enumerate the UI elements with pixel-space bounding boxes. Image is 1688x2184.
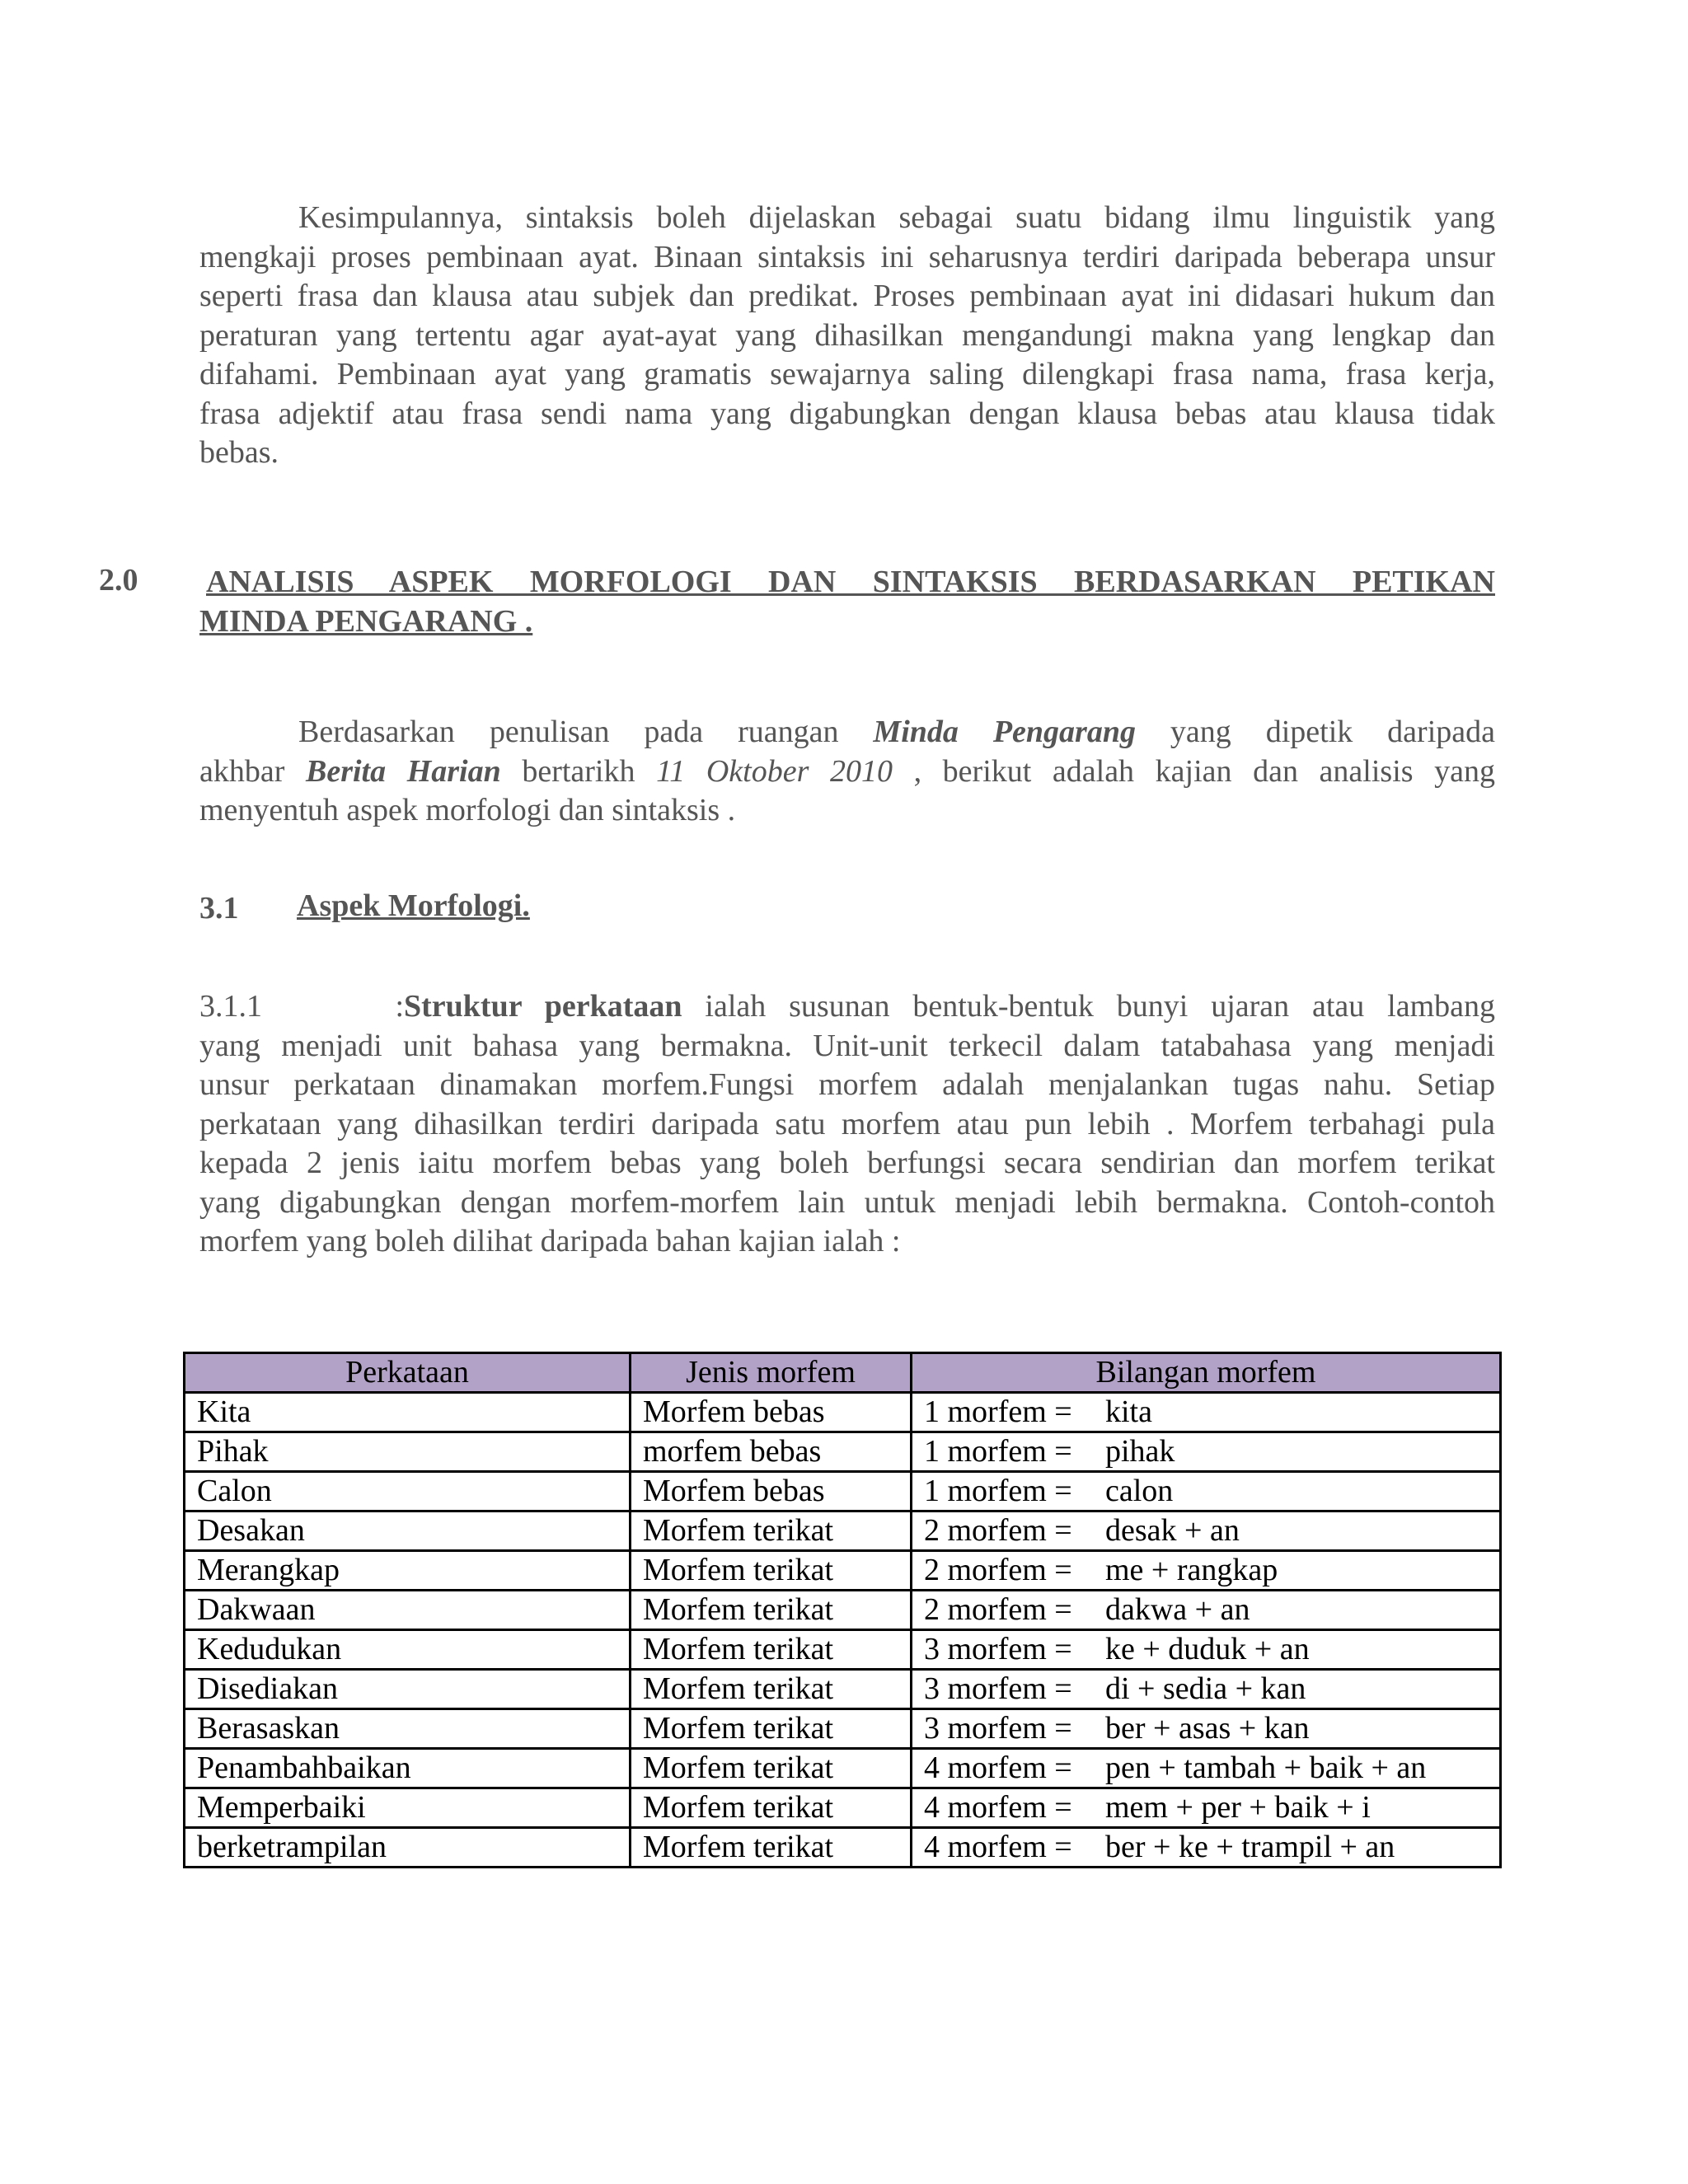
morfem-count: 1 morfem =: [924, 1474, 1072, 1508]
section-2-number: 2.0: [99, 563, 138, 598]
table-row: [185, 1432, 1501, 1472]
table-row: [185, 1788, 1501, 1828]
cell-perkataan: Kita: [185, 1393, 631, 1432]
table-row: [185, 1630, 1501, 1670]
conclusion-line: Kesimpulannya, sintaksis boleh dijelaskan sebagai suatu bidang ilmu linguistik yang: [298, 200, 1495, 235]
cell-jenis-morfem: Morfem terikat: [631, 1591, 912, 1630]
table-row: [185, 1749, 1501, 1788]
cell-jenis-morfem: Morfem bebas: [631, 1393, 912, 1432]
cell-jenis-morfem: Morfem terikat: [631, 1551, 912, 1591]
cell-jenis-morfem: Morfem terikat: [631, 1788, 912, 1828]
cell-perkataan: Calon: [185, 1472, 631, 1511]
morfem-count: 1 morfem =: [924, 1394, 1072, 1429]
table-row: [185, 1670, 1501, 1709]
section-3-1-1-prefix: 3.1.1 :: [199, 989, 404, 1024]
cell-bilangan-morfem: [912, 1551, 1501, 1591]
conclusion-line: difahami. Pembinaan ayat yang gramatis sewajarnya saling dilengkapi frasa nama, frasa kerja,: [199, 357, 1495, 391]
intro-text: yang dipetik daripada: [1135, 715, 1495, 749]
morfem-parts: ber + asas + kan: [1105, 1711, 1310, 1746]
cell-jenis-morfem: Morfem terikat: [631, 1630, 912, 1670]
table-row: [185, 1591, 1501, 1630]
conclusion-line: seperti frasa dan klausa atau subjek dan predikat. Proses pembinaan ayat ini didasari hukum dan: [199, 279, 1495, 313]
morfem-parts: pihak: [1105, 1434, 1175, 1469]
cell-perkataan: Kedudukan: [185, 1630, 631, 1670]
minda-pengarang-title: Minda Pengarang: [873, 715, 1136, 749]
morfem-count: 4 morfem =: [924, 1830, 1072, 1864]
conclusion-line: mengkaji proses pembinaan ayat. Binaan sintaksis ini seharusnya terdiri daripada beberapa unsur: [199, 239, 1495, 274]
morfem-parts: desak + an: [1105, 1513, 1240, 1548]
morfem-parts: pen + tambah + baik + an: [1105, 1750, 1427, 1785]
cell-bilangan-morfem: [912, 1432, 1501, 1472]
section-3-1-1-line: yang menjadi unit bahasa yang bermakna. Unit-unit terkecil dalam tatabahasa yang menjadi: [199, 1028, 1495, 1063]
morfem-count: 2 morfem =: [924, 1513, 1072, 1548]
section-3-1-1-line: kepada 2 jenis iaitu morfem bebas yang boleh berfungsi secara sendirian dan morfem terikat: [199, 1146, 1495, 1180]
table-row: [185, 1472, 1501, 1511]
morfem-count: 3 morfem =: [924, 1671, 1072, 1706]
table-row: [185, 1511, 1501, 1551]
cell-jenis-morfem: Morfem terikat: [631, 1828, 912, 1868]
table-row: [185, 1551, 1501, 1591]
cell-bilangan-morfem: [912, 1591, 1501, 1630]
cell-perkataan: Berasaskan: [185, 1709, 631, 1749]
publication-date: 11 Oktober 2010: [656, 753, 893, 789]
morfem-count: 1 morfem =: [924, 1434, 1072, 1469]
morfem-parts: ber + ke + trampil + an: [1105, 1830, 1395, 1864]
cell-perkataan: Dakwaan: [185, 1591, 631, 1630]
cell-perkataan: Merangkap: [185, 1551, 631, 1591]
intro-text: , berikut adalah kajian dan analisis yang: [892, 753, 1496, 789]
cell-bilangan-morfem: [912, 1393, 1501, 1432]
section-3-1-number: 3.1: [199, 891, 239, 926]
morfem-parts: calon: [1105, 1474, 1174, 1508]
section-2-title-line: ANALISIS ASPEK MORFOLOGI DAN SINTAKSIS BERDASARKAN PETIKAN: [206, 565, 1495, 599]
intro-text: akhbar: [199, 753, 306, 789]
morfem-count: 3 morfem =: [924, 1632, 1072, 1666]
section-3-1-1-paragraph: [199, 987, 1495, 1262]
morfem-count: 4 morfem =: [924, 1750, 1072, 1785]
section-3-1-1-text: ialah susunan bentuk-bentuk bunyi ujaran atau lambang: [682, 989, 1495, 1024]
cell-jenis-morfem: morfem bebas: [631, 1432, 912, 1472]
berita-harian-title: Berita Harian: [305, 753, 501, 789]
section-2-title-line: MINDA PENGARANG .: [199, 604, 533, 639]
table-header-row: [185, 1353, 1501, 1393]
struktur-perkataan-term: Struktur perkataan: [404, 989, 682, 1024]
section-3-1-1-line: perkataan yang dihasilkan terdiri daripada satu morfem atau pun lebih . Morfem terbahagi pula: [199, 1106, 1495, 1141]
section-2-title: [199, 562, 1495, 641]
cell-perkataan: Memperbaiki: [185, 1788, 631, 1828]
section-3-1-1-line: [199, 987, 1495, 1027]
cell-jenis-morfem: Morfem terikat: [631, 1709, 912, 1749]
cell-perkataan: Disediakan: [185, 1670, 631, 1709]
cell-perkataan: Pihak: [185, 1432, 631, 1472]
intro-line: [199, 713, 1495, 752]
morfem-parts: kita: [1105, 1394, 1152, 1429]
cell-bilangan-morfem: [912, 1670, 1501, 1709]
morfem-count: 2 morfem =: [924, 1553, 1072, 1587]
intro-text: Berdasarkan penulisan pada ruangan: [298, 715, 874, 749]
section-3-1-title: Aspek Morfologi.: [297, 888, 530, 923]
cell-jenis-morfem: Morfem bebas: [631, 1472, 912, 1511]
morfem-parts: ke + duduk + an: [1105, 1632, 1310, 1666]
table-row: [185, 1828, 1501, 1868]
cell-perkataan: Desakan: [185, 1511, 631, 1551]
morfem-count: 2 morfem =: [924, 1592, 1072, 1627]
intro-paragraph: [199, 713, 1495, 831]
cell-perkataan: berketrampilan: [185, 1828, 631, 1868]
header-perkataan: Perkataan: [185, 1353, 631, 1393]
cell-perkataan: Penambahbaikan: [185, 1749, 631, 1788]
header-bilangan-morfem: Bilangan morfem: [912, 1353, 1501, 1393]
conclusion-line: frasa adjektif atau frasa sendi nama yang digabungkan dengan klausa bebas atau klausa tidak: [199, 396, 1495, 431]
header-jenis-morfem: Jenis morfem: [631, 1353, 912, 1393]
table-row: [185, 1393, 1501, 1432]
conclusion-line: bebas.: [199, 435, 279, 470]
cell-bilangan-morfem: [912, 1788, 1501, 1828]
intro-text: bertarikh: [500, 753, 657, 789]
intro-line: [199, 752, 1495, 792]
cell-bilangan-morfem: [912, 1630, 1501, 1670]
intro-line: menyentuh aspek morfologi dan sintaksis .: [199, 793, 736, 827]
morfem-parts: dakwa + an: [1105, 1592, 1250, 1627]
morfem-parts: di + sedia + kan: [1105, 1671, 1306, 1706]
cell-jenis-morfem: Morfem terikat: [631, 1670, 912, 1709]
morpheme-table-body: [185, 1393, 1501, 1868]
cell-bilangan-morfem: [912, 1472, 1501, 1511]
cell-jenis-morfem: Morfem terikat: [631, 1749, 912, 1788]
cell-jenis-morfem: Morfem terikat: [631, 1511, 912, 1551]
morfem-count: 3 morfem =: [924, 1711, 1072, 1746]
morfem-parts: me + rangkap: [1105, 1553, 1278, 1587]
conclusion-line: peraturan yang tertentu agar ayat-ayat yang dihasilkan mengandungi makna yang lengkap dan: [199, 317, 1495, 353]
morpheme-table: [183, 1352, 1502, 1868]
cell-bilangan-morfem: [912, 1828, 1501, 1868]
morfem-parts: mem + per + baik + i: [1105, 1790, 1371, 1825]
cell-bilangan-morfem: [912, 1749, 1501, 1788]
table-row: [185, 1709, 1501, 1749]
morfem-count: 4 morfem =: [924, 1790, 1072, 1825]
cell-bilangan-morfem: [912, 1511, 1501, 1551]
section-3-1-1-line: unsur perkataan dinamakan morfem.Fungsi morfem adalah menjalankan tugas nahu. Setiap: [199, 1067, 1495, 1102]
conclusion-paragraph: [199, 199, 1495, 473]
section-3-1-1-line: yang digabungkan dengan morfem-morfem lain untuk menjadi lebih bermakna. Contoh-contoh: [199, 1184, 1495, 1220]
section-3-1-1-line: morfem yang boleh dilihat daripada bahan kajian ialah :: [199, 1224, 901, 1258]
cell-bilangan-morfem: [912, 1709, 1501, 1749]
